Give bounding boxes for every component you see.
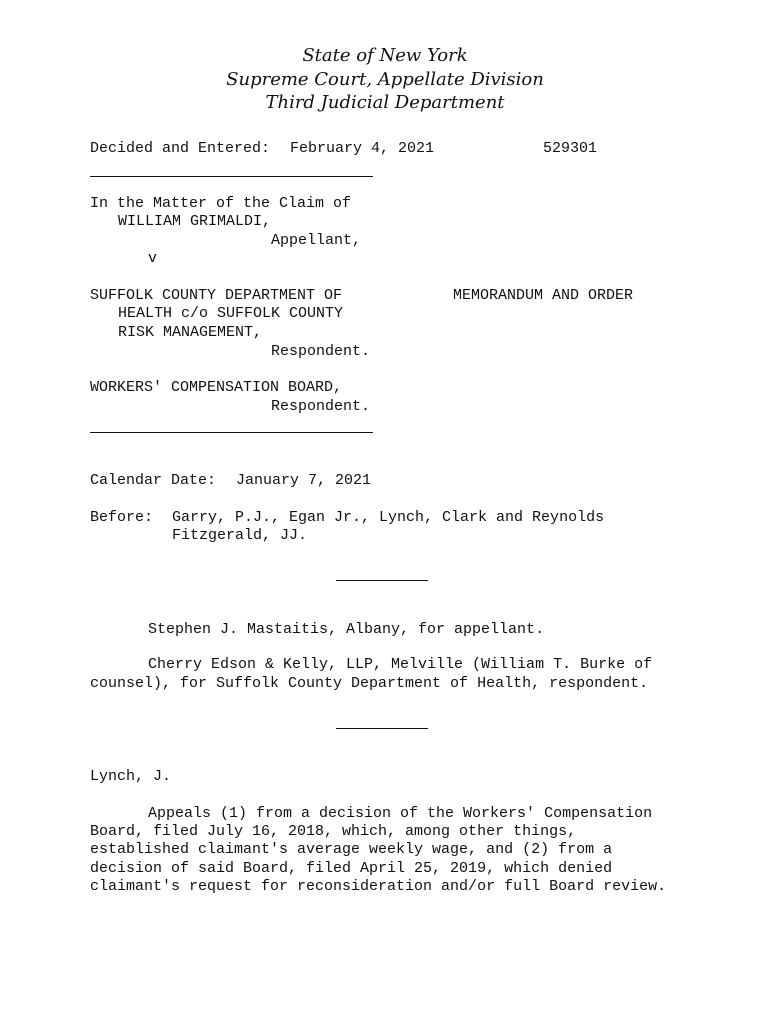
respondent1-role: Respondent. bbox=[271, 343, 371, 360]
versus: v bbox=[148, 250, 158, 267]
caption-top-rule bbox=[90, 176, 373, 177]
respondent2-role: Respondent. bbox=[271, 398, 371, 415]
claimant-name: WILLIAM GRIMALDI, bbox=[118, 213, 272, 230]
decided-date: February 4, 2021 bbox=[290, 140, 435, 157]
respondent-counsel-line1: Cherry Edson & Kelly, LLP, Melville (William T. Burke of bbox=[148, 656, 653, 673]
calendar-label: Calendar Date: bbox=[90, 472, 217, 489]
opinion-body-line2: Board, filed July 16, 2018, which, among other things, bbox=[90, 823, 577, 840]
caption-bottom-rule bbox=[90, 432, 373, 433]
court-state: State of New York bbox=[302, 45, 468, 66]
calendar-date: January 7, 2021 bbox=[236, 472, 372, 489]
respondent1-line2: HEALTH c/o SUFFOLK COUNTY bbox=[118, 305, 344, 322]
before-judges-line1: Garry, P.J., Egan Jr., Lynch, Clark and Reynolds bbox=[172, 509, 605, 526]
section-divider-2 bbox=[336, 728, 428, 729]
before-judges-line2: Fitzgerald, JJ. bbox=[172, 527, 308, 544]
document-type: MEMORANDUM AND ORDER bbox=[453, 287, 634, 304]
respondent1-line3: RISK MANAGEMENT, bbox=[118, 324, 263, 341]
respondent1-line1: SUFFOLK COUNTY DEPARTMENT OF bbox=[90, 287, 343, 304]
court-department: Third Judicial Department bbox=[265, 92, 505, 113]
opinion-body-line4: decision of said Board, filed April 25, 2019, which denied bbox=[90, 860, 613, 877]
matter-line: In the Matter of the Claim of bbox=[90, 195, 352, 212]
respondent-counsel-line2: counsel), for Suffolk County Department of Health, respondent. bbox=[90, 675, 649, 692]
opinion-body-line1: Appeals (1) from a decision of the Workers' Compensation bbox=[148, 805, 653, 822]
appellant-counsel: Stephen J. Mastaitis, Albany, for appellant. bbox=[148, 621, 545, 638]
section-divider-1 bbox=[336, 580, 428, 581]
opinion-author: Lynch, J. bbox=[90, 768, 172, 785]
respondent2-name: WORKERS' COMPENSATION BOARD, bbox=[90, 379, 343, 396]
opinion-body-line5: claimant's request for reconsideration and/or full Board review. bbox=[90, 878, 667, 895]
opinion-body-line3: established claimant's average weekly wage, and (2) from a bbox=[90, 841, 613, 858]
claimant-role: Appellant, bbox=[271, 232, 362, 249]
court-division: Supreme Court, Appellate Division bbox=[226, 69, 544, 90]
docket-number: 529301 bbox=[543, 140, 598, 157]
before-label: Before: bbox=[90, 509, 154, 526]
decided-label: Decided and Entered: bbox=[90, 140, 271, 157]
